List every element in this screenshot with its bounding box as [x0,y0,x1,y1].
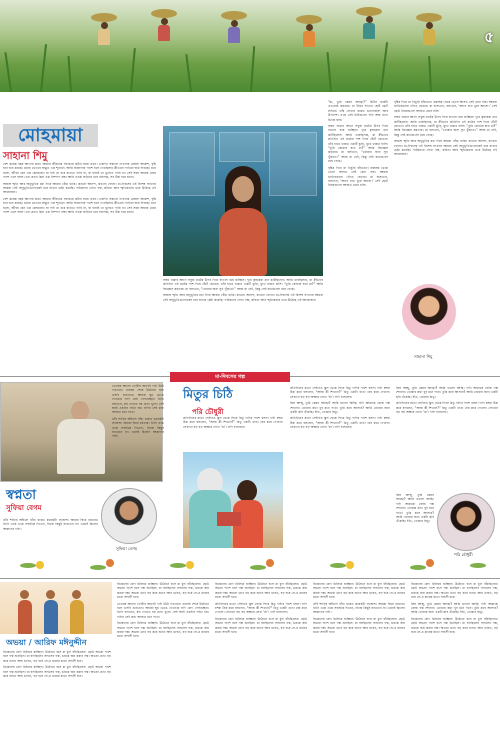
farmer-figure [420,22,438,45]
author-caption: সাহানা শিমু [414,354,433,359]
header-banner-image [0,0,500,92]
story-mitur-intro: প্রতিদিনের মতো সেদিনও স্কুল থেকে ফিরে মিতু দাদির পাশে বসল। দাদি চশমা ঠিক করে বললেন, “আজ কী শিখলে?” মিতু একটা খাতা বের করে দেখাল। সেখানে বড় বড় অক্ষরে লেখা ‘মা’। দাদি হাসলেন। [183,416,283,429]
story-author-mitur: পরি চৌধুরী [192,408,224,416]
story-title-mitur: মিতুর চিঠি [183,387,233,401]
grandmother-child-image [183,452,283,548]
story-swapna-column-2: ভোরের আলো ফোটার আগেই দাদি উঠে পড়তেন। নামাজ শেষে উঠোনে বসে তসবি গুনতেন। আমরা ঘুম ভেঙে দেখতাম দাদি রোদ পোহাচ্ছেন। তিনি বলতেন, স্বপ্ন দেখতে হয় চোখ খুলে। সেই স্বপ্নই একদিন সত্যি হয়। দাদির সেই কথা আজও মনে পড়ে। তাঁর শাড়ির আঁচলে বাঁধা থাকত কয়েকটা লজেন্স। আমরা ঘিরে ধরতাম। তিনি একে একে সবাইকে দিতেন, নিজে কিছুই রাখতেন না। এমনই ছিলেন আমাদের দাদি। [112,384,164,439]
story-abhoya-column-4: বিকেলের রোদ মিলিয়ে যাচ্ছিল। উঠোনে বসে মা চুল বাঁধছিলেন। ছোট্ট অভয়া পাশে বসে গল্প শুনছিল। মা বলছিলেন সাহসের গল্প, ভয়কে জয় করার গল্প। অভয়া চোখ বড় করে শুনত আর ভাবত, বড় হয়ে সে-ও মায়ের মতো সাহসী হবে। তাঁর শাড়ির আঁচলে বাঁধা থাকত কয়েকটা লজেন্স। আমরা ঘিরে ধরতাম। তিনি একে একে সবাইকে দিতেন, নিজে কিছুই রাখতেন না। এমনই ছিলেন আমাদের দাদি। বিকেলের রোদ মিলিয়ে যাচ্ছিল। উঠোনে বসে মা চুল বাঁধছিলেন। ছোট্ট অভয়া পাশে বসে গল্প শুনছিল। মা বলছিলেন সাহসের গল্প, ভয়কে জয় করার গল্প। অভয়া চোখ বড় করে শুনত আর ভাবত, বড় হয়ে সে-ও মায়ের মতো সাহসী হবে। [313,582,405,635]
story-title-swapna: স্বপ্নতা [6,488,36,503]
story-mitur-column-3: প্রিয় আম্মু, তুমি কেমন আছো? আমি ভালো আছি। দাদি আমাকে রোজ গল্প শোনান। তোমার কথা খুব মনে পড়ে। তুমি কবে আসবে? আমি তোমার জন্য একটা ছবি এঁকেছি। ইতি, তোমার মিতু। [396,493,434,524]
abhoya-illustration [0,582,112,634]
story-abhoya-column-5: বিকেলের রোদ মিলিয়ে যাচ্ছিল। উঠোনে বসে মা চুল বাঁধছিলেন। ছোট্ট অভয়া পাশে বসে গল্প শুনছিল। মা বলছিলেন সাহসের গল্প, ভয়কে জয় করার গল্প। অভয়া চোখ বড় করে শুনত আর ভাবত, বড় হয়ে সে-ও মায়ের মতো সাহসী হবে। প্রিয় আম্মু, তুমি কেমন আছো? আমি ভালো আছি। দাদি আমাকে রোজ গল্প শোনান। তোমার কথা খুব মনে পড়ে। তুমি কবে আসবে? আমি তোমার জন্য একটা ছবি এঁকেছি। ইতি, তোমার মিতু। বিকেলের রোদ মিলিয়ে যাচ্ছিল। উঠোনে বসে মা চুল বাঁধছিলেন। ছোট্ট অভয়া পাশে বসে গল্প শুনছিল। মা বলছিলেন সাহসের গল্প, ভয়কে জয় করার গল্প। অভয়া চোখ বড় করে শুনত আর ভাবত, বড় হয়ে সে-ও মায়ের মতো সাহসী হবে। [411,582,498,635]
story-mitur-letter: প্রিয় আম্মু, তুমি কেমন আছো? আমি ভালো আছি। দাদি আমাকে রোজ গল্প শোনান। তোমার কথা খুব মনে পড়ে। তুমি কবে আসবে? আমি তোমার জন্য একটা ছবি এঁকেছি। ইতি, তোমার মিতু। প্রতিদিনের মতো সেদিনও স্কুল থেকে ফিরে মিতু দাদির পাশে বসল। দাদি চশমা ঠিক করে বললেন, “আজ কী শিখলে?” মিতু একটা খাতা বের করে দেখাল। সেখানে বড় বড় অক্ষরে লেখা ‘মা’। দাদি হাসলেন। [396,386,498,415]
farmer-figure [360,16,378,39]
girl-window-image [163,126,323,276]
story-abhoya-column-3: বিকেলের রোদ মিলিয়ে যাচ্ছিল। উঠোনে বসে মা চুল বাঁধছিলেন। ছোট্ট অভয়া পাশে বসে গল্প শুনছিল। মা বলছিলেন সাহসের গল্প, ভয়কে জয় করার গল্প। অভয়া চোখ বড় করে শুনত আর ভাবত, বড় হয়ে সে-ও মায়ের মতো সাহসী হবে। প্রতিদিনের মতো সেদিনও স্কুল থেকে ফিরে মিতু দাদির পাশে বসল। দাদি চশমা ঠিক করে বললেন, “আজ কী শিখলে?” মিতু একটা খাতা বের করে দেখাল। সেখানে বড় বড় অক্ষরে লেখা ‘মা’। দাদি হাসলেন। বিকেলের রোদ মিলিয়ে যাচ্ছিল। উঠোনে বসে মা চুল বাঁধছিলেন। ছোট্ট অভয়া পাশে বসে গল্প শুনছিল। মা বলছিলেন সাহসের গল্প, ভয়কে জয় করার গল্প। অভয়া চোখ বড় করে শুনত আর ভাবত, বড় হয়ে সে-ও মায়ের মতো সাহসী হবে। [215,582,307,635]
bottom-divider [0,578,500,579]
story-title-abhoya: অভয়া / আরিফ মঈনুদ্দীন [6,638,87,647]
story-abhoya-column-1: বিকেলের রোদ মিলিয়ে যাচ্ছিল। উঠোনে বসে মা চুল বাঁধছিলেন। ছোট্ট অভয়া পাশে বসে গল্প শুনছিল। মা বলছিলেন সাহসের গল্প, ভয়কে জয় করার গল্প। অভয়া চোখ বড় করে শুনত আর ভাবত, বড় হয়ে সে-ও মায়ের মতো সাহসী হবে। বিকেলের রোদ মিলিয়ে যাচ্ছিল। উঠোনে বসে মা চুল বাঁধছিলেন। ছোট্ট অভয়া পাশে বসে গল্প শুনছিল। মা বলছিলেন সাহসের গল্প, ভয়কে জয় করার গল্প। অভয়া চোখ বড় করে শুনত আর ভাবত, বড় হয়ে সে-ও মায়ের মতো সাহসী হবে। [3,650,111,679]
story-swapna-text: তাঁর শাড়ির আঁচলে বাঁধা থাকত কয়েকটা লজেন্স। আমরা ঘিরে ধরতাম। তিনি একে একে সবাইকে দিতেন, নিজে কিছুই রাখতেন না। এমনই ছিলেন আমাদের দাদি। [3,518,98,531]
author-photo-sufia [101,488,157,544]
farmer-figure [155,18,173,41]
author-caption-sufia: সুফিয়া বেগম [116,546,138,551]
author-photo-pari [437,493,495,551]
story-abhoya-column-2: বিকেলের রোদ মিলিয়ে যাচ্ছিল। উঠোনে বসে মা চুল বাঁধছিলেন। ছোট্ট অভয়া পাশে বসে গল্প শুনছিল। মা বলছিলেন সাহসের গল্প, ভয়কে জয় করার গল্প। অভয়া চোখ বড় করে শুনত আর ভাবত, বড় হয়ে সে-ও মায়ের মতো সাহসী হবে। ভোরের আলো ফোটার আগেই দাদি উঠে পড়তেন। নামাজ শেষে উঠোনে বসে তসবি গুনতেন। আমরা ঘুম ভেঙে দেখতাম দাদি রোদ পোহাচ্ছেন। তিনি বলতেন, স্বপ্ন দেখতে হয় চোখ খুলে। সেই স্বপ্নই একদিন সত্যি হয়। দাদির সেই কথা আজও মনে পড়ে। বিকেলের রোদ মিলিয়ে যাচ্ছিল। উঠোনে বসে মা চুল বাঁধছিলেন। ছোট্ট অভয়া পাশে বসে গল্প শুনছিল। মা বলছিলেন সাহসের গল্প, ভয়কে জয় করার গল্প। অভয়া চোখ বড় করে শুনত আর ভাবত, বড় হয়ে সে-ও মায়ের মতো সাহসী হবে। [117,582,209,639]
article-column-1: বেশ কয়েক বছর আগের কথা। আমার জীবনের সবচেয়ে কঠিন সময় তখন। একদিন সকালে দেখলাম মেঘলা আকাশ, বৃষ্টি হবে হবে করছে। মনের ভেতরে অদ্ভুত এক শূন্যতা। আমি জানালার পাশে বসে দেখছিলাম কীভাবে পাখিরা ঘরে ফিরছে। মনে হলো, জীবন যেন এক মোহমায়া। যা পাই তা ধরে রাখতে পারি না, যা হারাই তা ভুলতে পারি না। সেই সময় আমার মেয়ে পাশে এসে বসল। ওর চোখে ছিল এক নিষ্পাপ প্রশ্ন। আমি তাকে জড়িয়ে ধরে বললাম, সব ঠিক হয়ে যাবে। অজস্র স্মৃতি আর অনুভূতির মধ্য দিয়ে আমরা বেঁচে থাকি। কখনো আনন্দ, কখনো বেদনা। মা-দিবসের এই বিশেষ সংখ্যায় আমরা সেই অনুভূতিগুলোকেই ধরে রাখার চেষ্টা করেছি। পাঠকদের লেখা গল্প, কবিতা আর স্মৃতিকথায় ভরে উঠেছে এই আয়োজন। বেশ কয়েক বছর আগের কথা। আমার জীবনের সবচেয়ে কঠিন সময় তখন। একদিন সকালে দেখলাম মেঘলা আকাশ, বৃষ্টি হবে হবে করছে। মনের ভেতরে অদ্ভুত এক শূন্যতা। আমি জানালার পাশে বসে দেখছিলাম কীভাবে পাখিরা ঘরে ফিরছে। মনে হলো, জীবন যেন এক মোহমায়া। যা পাই তা ধরে রাখতে পারি না, যা হারাই তা ভুলতে পারি না। সেই সময় আমার মেয়ে পাশে এসে বসল। ওর চোখে ছিল এক নিষ্পাপ প্রশ্ন। আমি তাকে জড়িয়ে ধরে বললাম, সব ঠিক হয়ে যাবে। [3,162,156,215]
story-mitur-column-2: প্রতিদিনের মতো সেদিনও স্কুল থেকে ফিরে মিতু দাদির পাশে বসল। দাদি চশমা ঠিক করে বললেন, “আজ কী শিখলে?” মিতু একটা খাতা বের করে দেখাল। সেখানে বড় বড় অক্ষরে লেখা ‘মা’। দাদি হাসলেন। প্রিয় আম্মু, তুমি কেমন আছো? আমি ভালো আছি। দাদি আমাকে রোজ গল্প শোনান। তোমার কথা খুব মনে পড়ে। তুমি কবে আসবে? আমি তোমার জন্য একটা ছবি এঁকেছি। ইতি, তোমার মিতু। প্রতিদিনের মতো সেদিনও স্কুল থেকে ফিরে মিতু দাদির পাশে বসল। দাদি চশমা ঠিক করে বললেন, “আজ কী শিখলে?” মিতু একটা খাতা বের করে দেখাল। সেখানে বড় বড় অক্ষরে লেখা ‘মা’। দাদি হাসলেন। [290,386,390,430]
article-column-3: “মা, তুমি কেমন আছো?” চিঠির শুরুটা এভাবেই করতাম। মা উত্তর দিতেন ছোট ছোট লাইনে। তাঁর লেখায় থাকত ভালোবাসা আর উপদেশ। এখন সেই চিঠিগুলো পড়ি আর চোখ ভিজে যায়। সন্ধ্যা নামার আগে সবুজ মাঠের উপর দিয়ে বাতাস বয়ে যাচ্ছিল। দূরে কৃষকেরা ধান কাটছিলেন। আমি ভাবছিলাম, মা কীভাবে প্রতিদিন এই মাঠের পাশ দিয়ে হেঁটে যেতেন। তাঁর হাতে থাকত একটি ঝুড়ি, মুখে থাকত হাসি। “তুমি কোথায় যাও মা?” আমি জিজ্ঞেস করতাম। মা বলতেন, “তোমার জন্য সুখ খুঁজতে।” আজ মা নেই, কিন্তু সেই কথাগুলো রয়ে গেছে। বৃষ্টির দিনে মা খিচুড়ি রাঁধতেন। রান্নাঘর থেকে ভেসে আসত সেই চেনা গন্ধ। আমরা ভাইবোনেরা দৌড়ে যেতাম। মা হাসতেন, বলতেন, ‘আগে হাত ধুয়ে আসো।’ সেই ছোট্ট নিয়মগুলো আজও মেনে চলি। [328,100,388,188]
article-column-2: সন্ধ্যা নামার আগে সবুজ মাঠের উপর দিয়ে বাতাস বয়ে যাচ্ছিল। দূরে কৃষকেরা ধান কাটছিলেন। আমি ভাবছিলাম, মা কীভাবে প্রতিদিন এই মাঠের পাশ দিয়ে হেঁটে যেতেন। তাঁর হাতে থাকত একটি ঝুড়ি, মুখে থাকত হাসি। “তুমি কোথায় যাও মা?” আমি জিজ্ঞেস করতাম। মা বলতেন, “তোমার জন্য সুখ খুঁজতে।” আজ মা নেই, কিন্তু সেই কথাগুলো রয়ে গেছে। অজস্র স্মৃতি আর অনুভূতির মধ্য দিয়ে আমরা বেঁচে থাকি। কখনো আনন্দ, কখনো বেদনা। মা-দিবসের এই বিশেষ সংখ্যায় আমরা সেই অনুভূতিগুলোকেই ধরে রাখার চেষ্টা করেছি। পাঠকদের লেখা গল্প, কবিতা আর স্মৃতিকথায় ভরে উঠেছে এই আয়োজন। [163,278,323,302]
section-bar: মা-দিবসের গল্প [170,372,290,382]
article-column-4: বৃষ্টির দিনে মা খিচুড়ি রাঁধতেন। রান্নাঘর থেকে ভেসে আসত সেই চেনা গন্ধ। আমরা ভাইবোনেরা দৌড়ে যেতাম। মা হাসতেন, বলতেন, ‘আগে হাত ধুয়ে আসো।’ সেই ছোট্ট নিয়মগুলো আজও মেনে চলি। সন্ধ্যা নামার আগে সবুজ মাঠের উপর দিয়ে বাতাস বয়ে যাচ্ছিল। দূরে কৃষকেরা ধান কাটছিলেন। আমি ভাবছিলাম, মা কীভাবে প্রতিদিন এই মাঠের পাশ দিয়ে হেঁটে যেতেন। তাঁর হাতে থাকত একটি ঝুড়ি, মুখে থাকত হাসি। “তুমি কোথায় যাও মা?” আমি জিজ্ঞেস করতাম। মা বলতেন, “তোমার জন্য সুখ খুঁজতে।” আজ মা নেই, কিন্তু সেই কথাগুলো রয়ে গেছে। অজস্র স্মৃতি আর অনুভূতির মধ্য দিয়ে আমরা বেঁচে থাকি। কখনো আনন্দ, কখনো বেদনা। মা-দিবসের এই বিশেষ সংখ্যায় আমরা সেই অনুভূতিগুলোকেই ধরে রাখার চেষ্টা করেছি। পাঠকদের লেখা গল্প, কবিতা আর স্মৃতিকথায় ভরে উঠেছে এই আয়োজন। [394,100,497,157]
editor-name: সাহানা শিমু [3,151,48,162]
page-number: ৫ [484,28,494,46]
farmer-figure [225,20,243,43]
story-author-swapna: সুফিয়া বেগম [6,504,42,512]
farmer-figure [95,22,113,45]
magazine-title: মোহমায়া [3,124,98,147]
flower-divider [0,555,500,575]
farmer-figure [300,24,318,47]
author-photo [402,284,456,340]
author-caption-pari: পরি চৌধুরী [454,552,473,557]
